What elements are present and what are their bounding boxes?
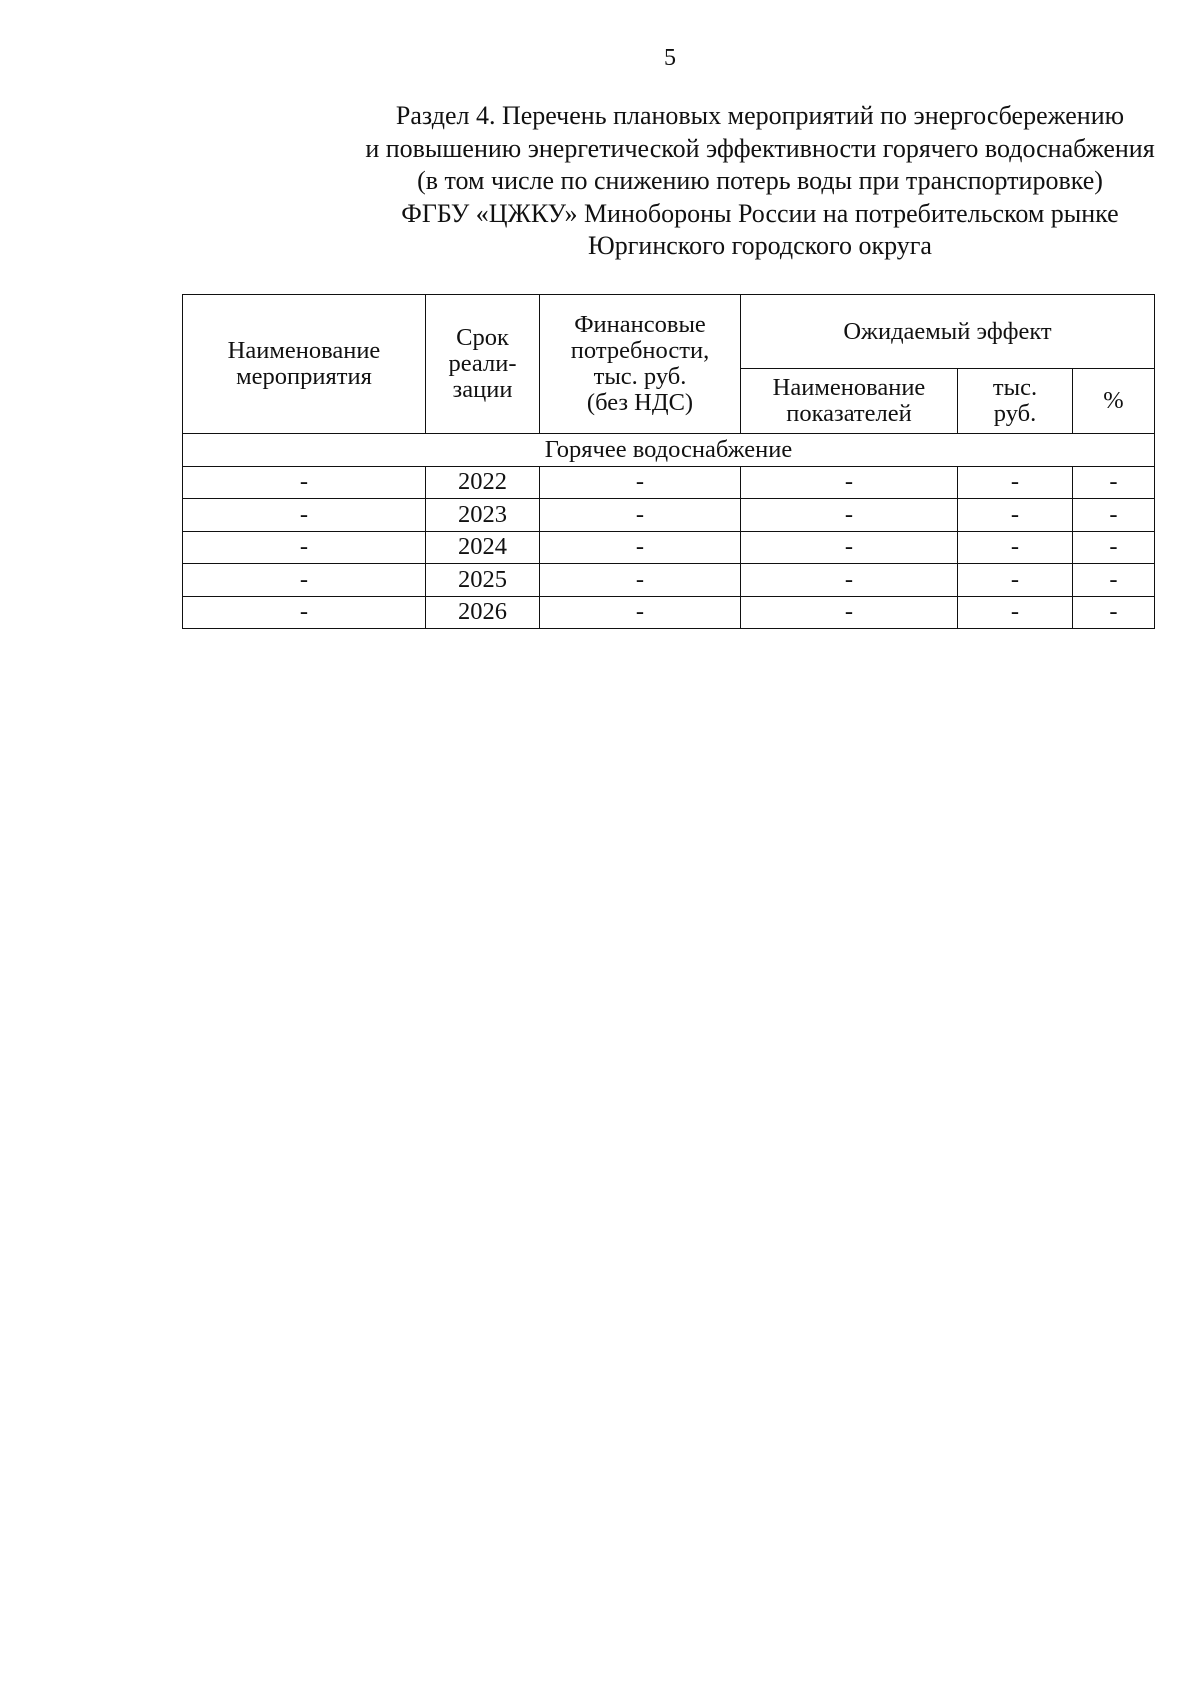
- table-row: [183, 564, 1155, 597]
- table-row: [183, 596, 1155, 629]
- cell-year: 2026: [426, 596, 540, 629]
- title-line: ФГБУ «ЦЖКУ» Минобороны России на потребительском рынке: [401, 198, 1119, 228]
- cell-finance: -: [540, 596, 741, 629]
- cell-measure: -: [183, 466, 426, 499]
- cell-measure: -: [183, 564, 426, 597]
- cell-rub: -: [958, 466, 1073, 499]
- section-title: Горячее водоснабжение: [183, 434, 1155, 467]
- cell-indicator: -: [741, 499, 958, 532]
- header-expected-effect: Ожидаемый эффект: [741, 295, 1155, 369]
- cell-pct: -: [1073, 466, 1155, 499]
- cell-year: 2024: [426, 531, 540, 564]
- cell-year: 2025: [426, 564, 540, 597]
- title-line: Юргинского городского округа: [588, 231, 932, 260]
- cell-pct: -: [1073, 596, 1155, 629]
- document-title: [180, 100, 1200, 263]
- header-thousand-rub: тыс. руб.: [958, 369, 1073, 434]
- cell-finance: -: [540, 531, 741, 564]
- cell-measure: -: [183, 596, 426, 629]
- title-line: Раздел 4. Перечень плановых мероприятий по энергосбережению: [395, 101, 1125, 130]
- cell-pct: -: [1073, 531, 1155, 564]
- title-line: и повышению энергетической эффективности горячего водоснабжения: [365, 133, 1155, 163]
- page-number: 5: [664, 45, 676, 71]
- table-row: [183, 531, 1155, 564]
- cell-indicator: -: [741, 466, 958, 499]
- cell-rub: -: [958, 564, 1073, 597]
- cell-finance: -: [540, 499, 741, 532]
- cell-rub: -: [958, 596, 1073, 629]
- cell-pct: -: [1073, 564, 1155, 597]
- header-measure-name: Наименование мероприятия: [183, 295, 426, 434]
- title-line: (в том числе по снижению потерь воды при транспортировке): [417, 166, 1103, 195]
- cell-indicator: -: [741, 531, 958, 564]
- measures-table: [182, 294, 1155, 629]
- header-implementation-period: Срок реали- зации: [426, 295, 540, 434]
- header-percent: %: [1073, 369, 1155, 434]
- cell-pct: -: [1073, 499, 1155, 532]
- cell-rub: -: [958, 531, 1073, 564]
- table-row: [183, 466, 1155, 499]
- table-row: [183, 499, 1155, 532]
- cell-finance: -: [540, 466, 741, 499]
- header-indicator-name: Наименование показателей: [741, 369, 958, 434]
- header-financial-needs: Финансовые потребности, тыс. руб. (без НДС): [540, 295, 741, 434]
- cell-finance: -: [540, 564, 741, 597]
- cell-year: 2022: [426, 466, 540, 499]
- cell-rub: -: [958, 499, 1073, 532]
- cell-indicator: -: [741, 596, 958, 629]
- cell-measure: -: [183, 499, 426, 532]
- cell-measure: -: [183, 531, 426, 564]
- cell-year: 2023: [426, 499, 540, 532]
- cell-indicator: -: [741, 564, 958, 597]
